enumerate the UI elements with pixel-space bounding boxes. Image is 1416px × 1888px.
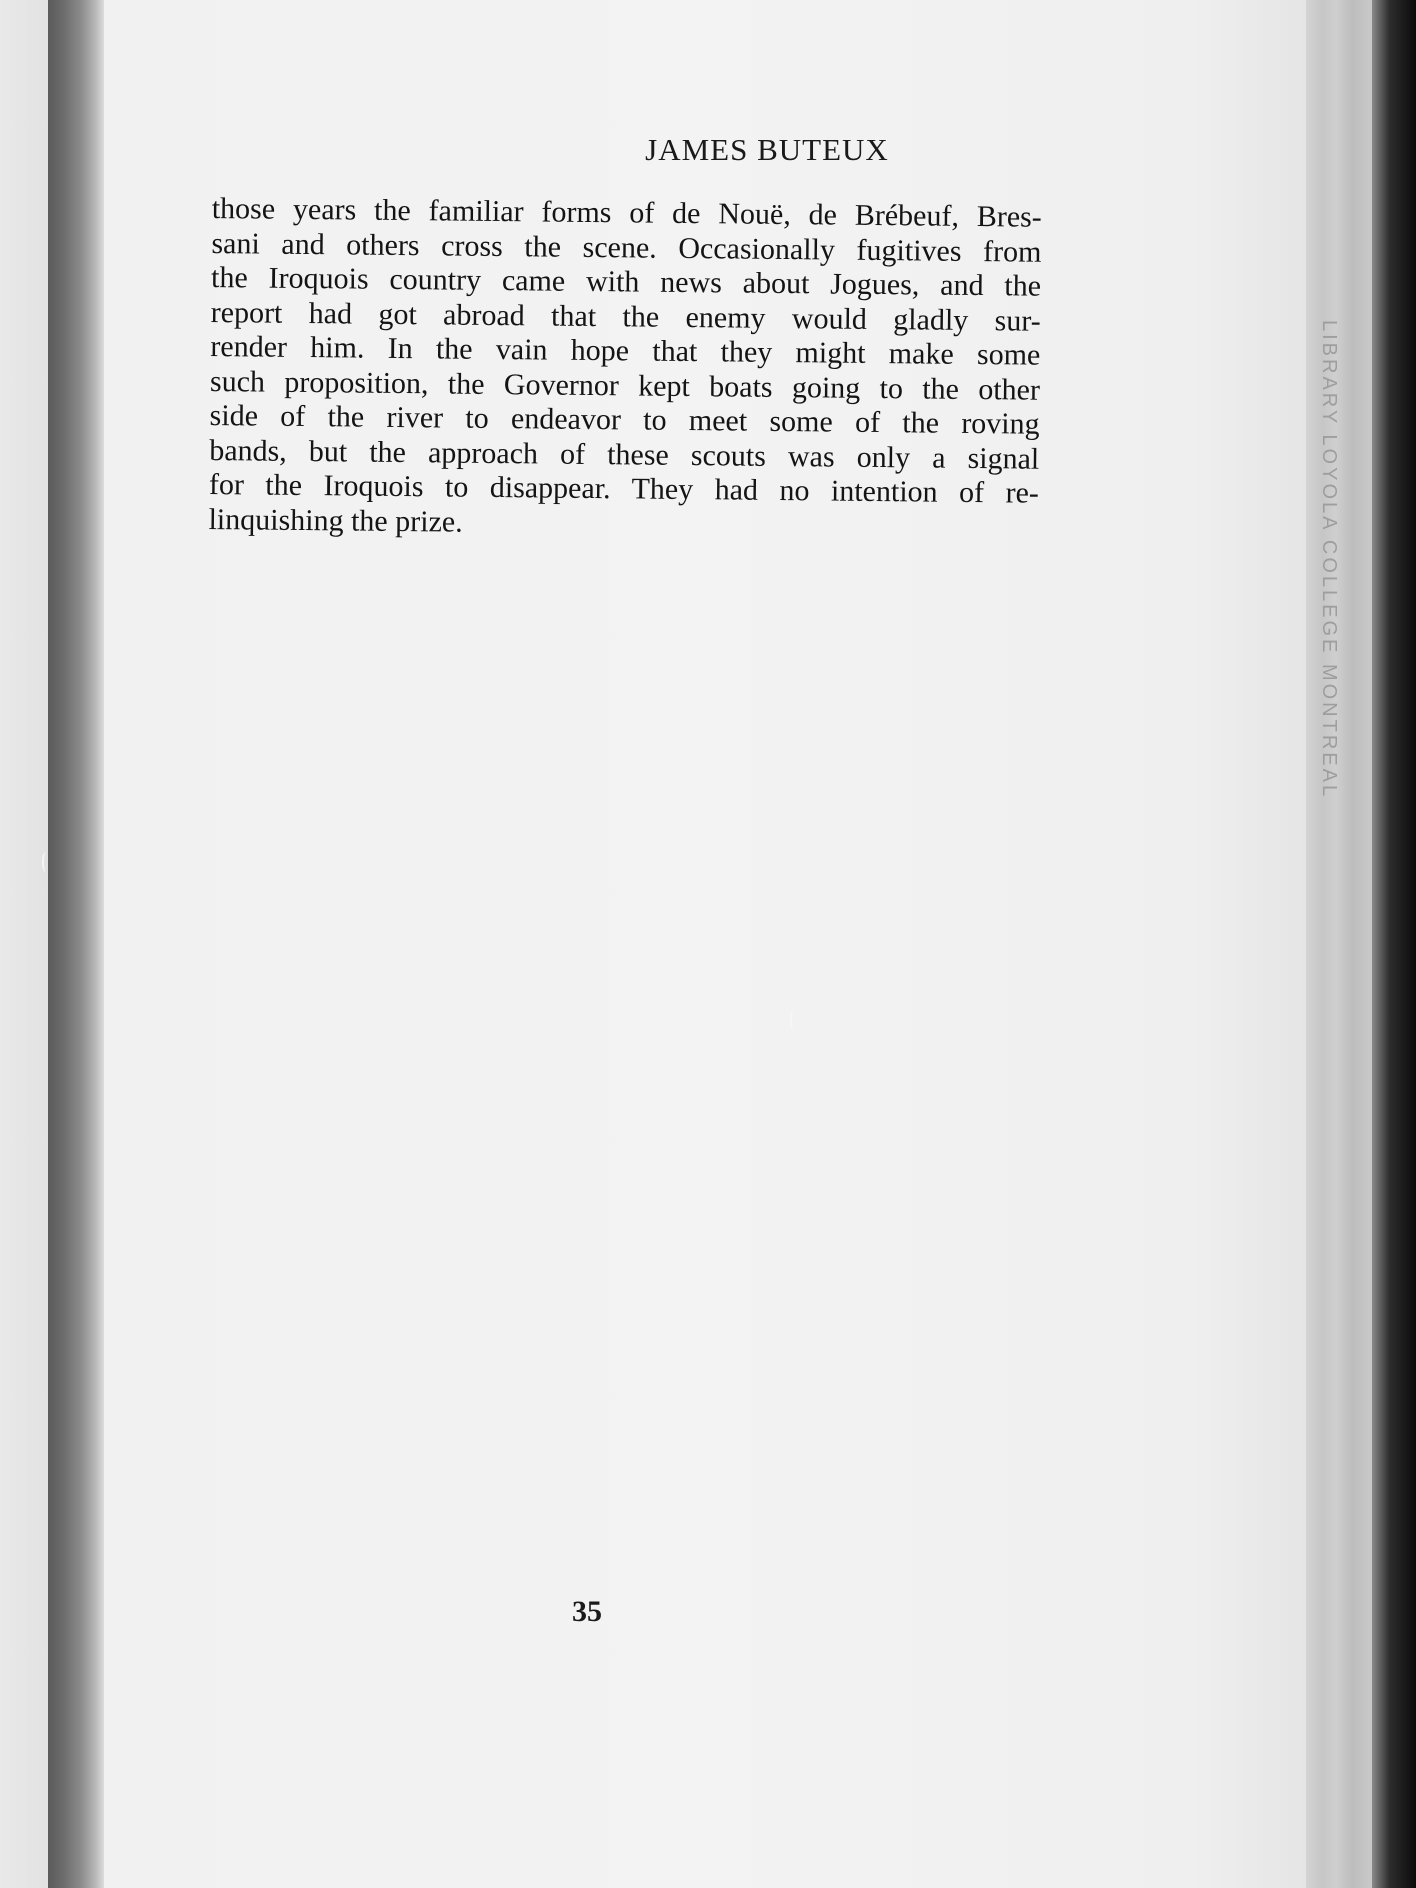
running-head-title: JAMES BUTEUX <box>645 132 889 167</box>
text-line: the Iroquois country came with news about Jogues, and the <box>210 260 1042 303</box>
running-head <box>0 132 1416 168</box>
text-line: linquishing the prize. <box>208 502 463 539</box>
page-number: 35 <box>572 1595 602 1628</box>
body-paragraph <box>208 192 1042 546</box>
text-line: such proposition, the Governor kept boats going to the other <box>209 364 1041 407</box>
scan-speck <box>790 1010 800 1030</box>
text-line: render him. In the vain hope that they might make some <box>210 329 1041 372</box>
text-line: bands, but the approach of these scouts was only a signal <box>209 433 1040 476</box>
text-line: report had got abroad that the enemy would gladly sur- <box>210 295 1041 338</box>
library-edge-stamp: LIBRARY LOYOLA COLLEGE MONTREAL <box>1318 320 1340 800</box>
book-cover-edge <box>1372 0 1416 1888</box>
book-binding <box>48 0 104 1888</box>
text-line: those years the familiar forms of de Nouë, de Brébeuf, Bres- <box>211 192 1042 234</box>
text-line: sani and others cross the scene. Occasionally fugitives from <box>211 226 1042 269</box>
left-margin <box>0 0 48 1888</box>
text-line: side of the river to endeavor to meet some of the roving <box>209 398 1040 441</box>
text-line: for the Iroquois to disappear. They had no intention of re- <box>208 467 1040 510</box>
scan-speck <box>42 852 52 872</box>
